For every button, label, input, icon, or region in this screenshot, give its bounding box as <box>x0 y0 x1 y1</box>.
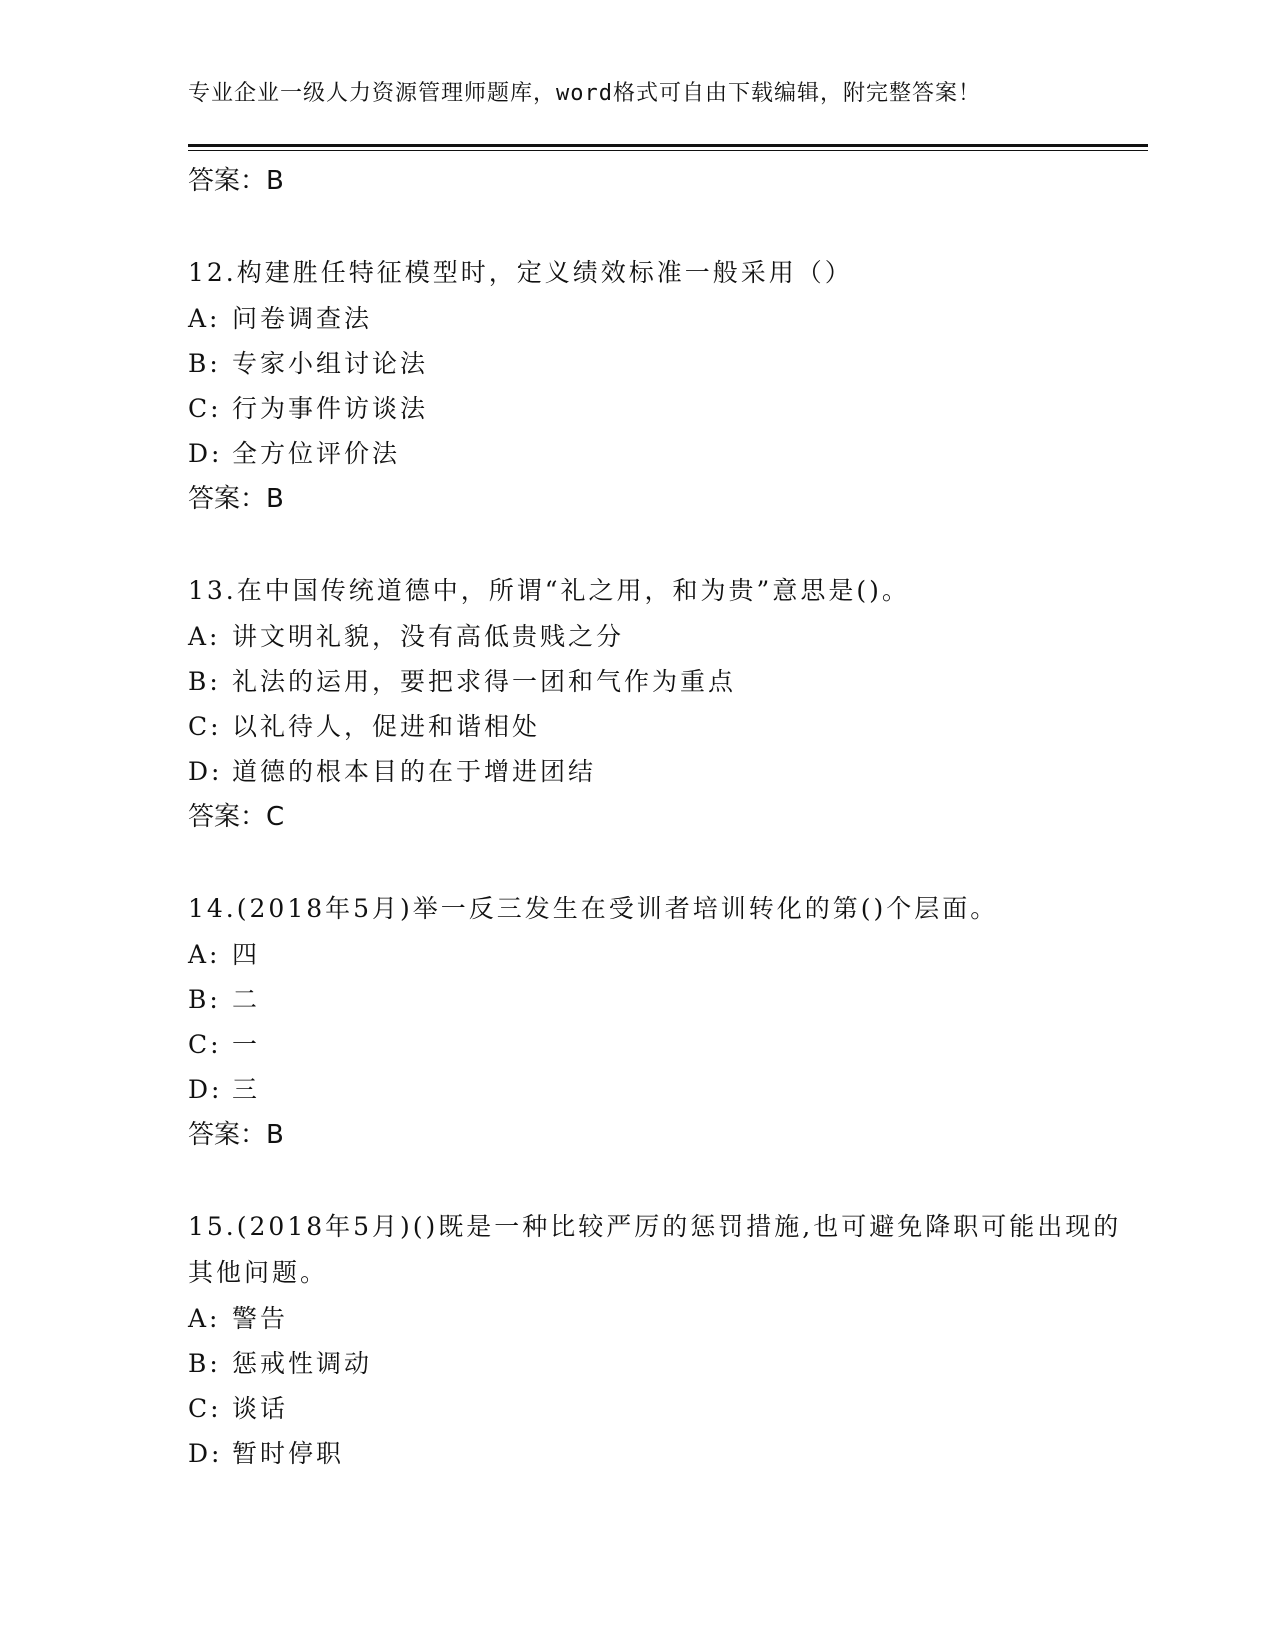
option-d <box>188 749 1148 794</box>
option-text: 警告 <box>232 1304 289 1333</box>
question-stem: 13.在中国传统道德中，所谓“礼之用，和为贵”意思是()。 <box>188 576 910 605</box>
question-13 <box>188 568 1148 794</box>
option-text: 道德的根本目的在于增进团结 <box>232 757 597 786</box>
option-letter: D: <box>188 1075 223 1104</box>
option-letter: C: <box>188 712 222 741</box>
question-stem: 14.(2018年5月)举一反三发生在受训者培训转化的第()个层面。 <box>188 894 999 923</box>
answer-line: 答案：C <box>188 802 285 832</box>
option-text: 三 <box>232 1075 261 1104</box>
answer-line: 答案：B <box>188 484 284 514</box>
question-stem: 12.构建胜任特征模型时，定义绩效标准一般采用（） <box>188 258 853 287</box>
option-letter: D: <box>188 439 223 468</box>
option-letter: C: <box>188 1394 222 1423</box>
option-text: 讲文明礼貌，没有高低贵贱之分 <box>232 622 625 651</box>
option-letter: C: <box>188 394 222 423</box>
option-text: 二 <box>232 985 261 1014</box>
option-d <box>188 1067 1148 1112</box>
option-d <box>188 431 1148 476</box>
option-letter: A: <box>188 1304 221 1333</box>
spacer <box>188 204 1148 250</box>
option-text: 一 <box>232 1030 261 1059</box>
option-letter: B: <box>188 1349 221 1378</box>
option-letter: D: <box>188 757 223 786</box>
option-letter: D: <box>188 1439 223 1468</box>
option-text: 以礼待人，促进和谐相处 <box>232 712 541 741</box>
answer-line: 答案：B <box>188 166 284 196</box>
option-text: 谈话 <box>232 1394 289 1423</box>
spacer <box>188 840 1148 886</box>
answer-line: 答案：B <box>188 1120 284 1150</box>
option-text: 惩戒性调动 <box>232 1349 373 1378</box>
option-b <box>188 977 1148 1022</box>
option-a <box>188 932 1148 977</box>
option-b <box>188 659 1148 704</box>
header-rule-thin <box>188 150 1148 151</box>
option-letter: C: <box>188 1030 222 1059</box>
option-text: 专家小组讨论法 <box>232 349 429 378</box>
option-text: 暂时停职 <box>232 1439 345 1468</box>
option-letter: A: <box>188 304 221 333</box>
question-12 <box>188 250 1148 476</box>
option-letter: A: <box>188 940 221 969</box>
option-d <box>188 1431 1148 1476</box>
option-letter: B: <box>188 667 221 696</box>
option-c <box>188 386 1148 431</box>
option-a <box>188 1296 1148 1341</box>
question-15 <box>188 1204 1148 1476</box>
option-c <box>188 704 1148 749</box>
option-b <box>188 1341 1148 1386</box>
question-stem: 15.(2018年5月)()既是一种比较严厉的惩罚措施,也可避免降职可能出现的其他问题。 <box>188 1212 1122 1287</box>
option-text: 问卷调查法 <box>232 304 373 333</box>
option-letter: A: <box>188 622 221 651</box>
option-a <box>188 614 1148 659</box>
option-text: 四 <box>232 940 261 969</box>
header-rule-thick <box>188 144 1148 147</box>
option-letter: B: <box>188 349 221 378</box>
option-letter: B: <box>188 985 221 1014</box>
option-a <box>188 296 1148 341</box>
option-b <box>188 341 1148 386</box>
question-14 <box>188 886 1148 1112</box>
page-header: 专业企业一级人力资源管理师题库，word格式可自由下载编辑，附完整答案！ <box>188 81 981 106</box>
option-text: 全方位评价法 <box>232 439 401 468</box>
question-list <box>188 158 1148 1476</box>
spacer <box>188 522 1148 568</box>
spacer <box>188 1158 1148 1204</box>
option-text: 礼法的运用，要把求得一团和气作为重点 <box>232 667 737 696</box>
option-c <box>188 1386 1148 1431</box>
option-c <box>188 1022 1148 1067</box>
option-text: 行为事件访谈法 <box>232 394 429 423</box>
